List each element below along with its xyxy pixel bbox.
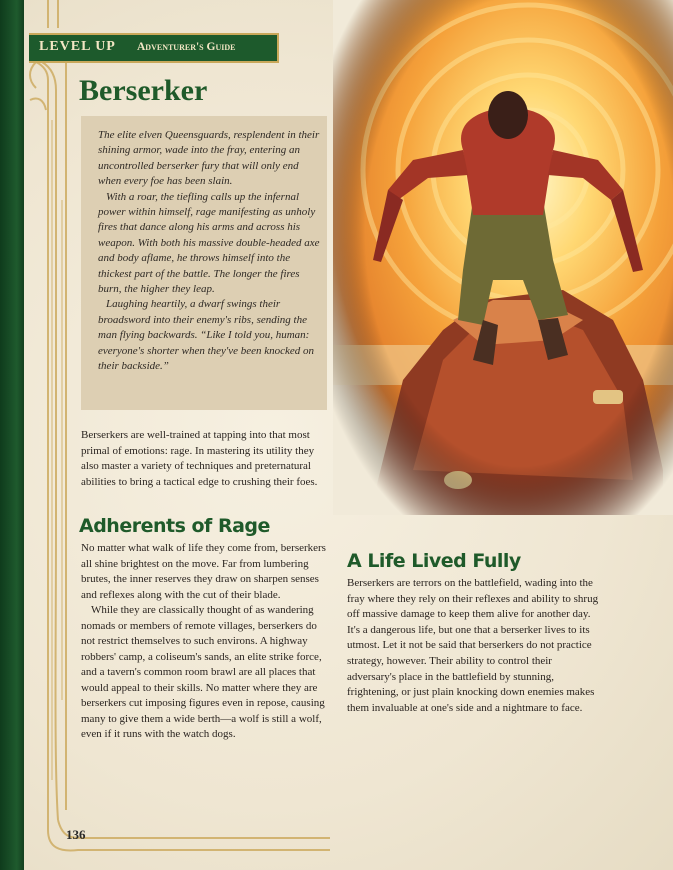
page-title: Berserker xyxy=(79,74,208,107)
flavor-paragraph: With a roar, the tiefling calls up the infernal power within himself, rage manifesting as unholy fires that dance along his arms and across his weapon. With both his massive double-headed axe and body aflame, he throws himself into the thickest part of the battle. The longer the fires burn, the higher they leap. xyxy=(98,190,320,296)
section-body-life: Berserkers are terrors on the battlefield, wading into the fray where they rely on their reflexes and ability to shrug off massive damage to keep them alive for another day. It's a dangerous life, but one that a berserker lives to its utmost. Let it not be said that berserkers do not practice strategy, however. Their ability to control their adversary's place in the battlefield by stunning, frightening, or just plain knocking down enemies makes them invaluable at one's side and a nightmare to face. xyxy=(347,577,599,714)
flavor-text xyxy=(98,128,320,375)
flavor-paragraph: The elite elven Queensguards, resplendent in their shining armor, wade into the fray, entering an uncontrolled berserker fury that will only end when every foe has been slain. xyxy=(98,129,320,188)
body-paragraph: While they are classically thought of as wandering nomads or members of remote villages, berserkers do not restrict themselves to such environs. A highway robbers' camp, a coliseum's sands, an elite strike force, and a tavern's common room brawl are all places that would appeal to their skills. No matter where they are berserkers cut imposing figures even in repose, causing many to give them a wide berth—a wolf is still a wolf, even if it runs with the watch dogs. xyxy=(81,604,325,740)
flavor-paragraph: Laughing heartily, a dwarf swings their broadsword into their enemy's ribs, sending the man flying backwards. “Like I told you, human: everyone's shorter when they've been knocked on their backside.” xyxy=(98,298,315,373)
section-heading-life: A Life Lived Fully xyxy=(347,550,521,572)
series-name: LEVEL UP xyxy=(39,39,116,54)
intro-paragraph: Berserkers are well-trained at tapping into that most primal of emotions: rage. In mastering its utility they also master a variety of techniques and preternatural abilities to bring a tactical edge to crushing their foes. xyxy=(81,429,318,488)
page-number: 136 xyxy=(66,827,86,842)
book-name: Adventurer's Guide xyxy=(137,41,236,53)
berserker-illustration xyxy=(333,0,673,515)
section-body-adherents xyxy=(81,541,331,743)
body-paragraph: No matter what walk of life they come from, berserkers all shine brightest on the move. Far from lumbering brutes, the inner reserves they draw on sharpen senses and reflexes along with the cut of their blade. xyxy=(81,542,326,601)
section-heading-adherents: Adherents of Rage xyxy=(79,515,270,537)
header-banner xyxy=(29,33,279,63)
